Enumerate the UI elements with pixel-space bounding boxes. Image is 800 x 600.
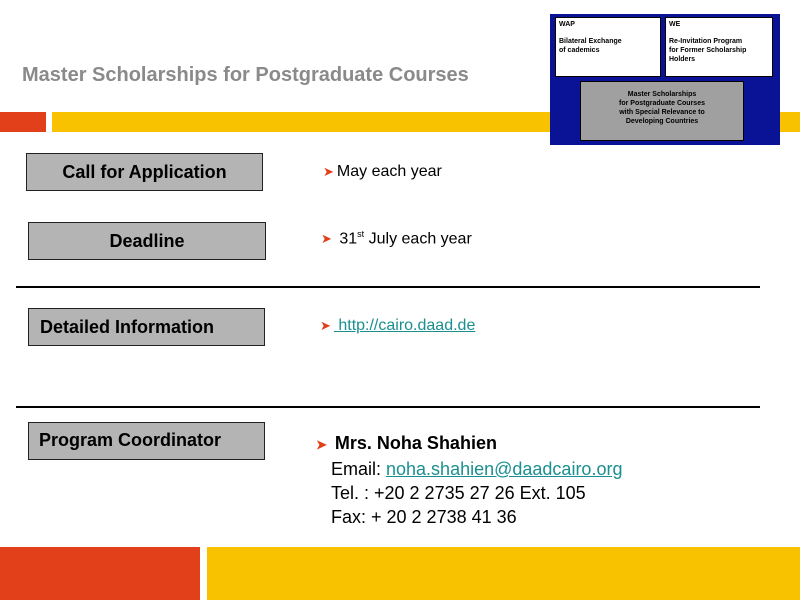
coordinator-label-text: Program Coordinator	[39, 429, 222, 450]
coordinator-fax: Fax: + 20 2 2738 41 36	[331, 507, 517, 527]
coordinator-phone: Tel. : +20 2 2735 27 26 Ext. 105	[331, 483, 586, 503]
email-link[interactable]: noha.shahien@daadcairo.org	[386, 459, 623, 479]
logo-we-line: Re-Invitation Program	[669, 38, 743, 45]
deadline-label-text: Deadline	[109, 230, 185, 251]
detailed-value	[320, 317, 475, 335]
logo-wap-title: WAP	[559, 21, 575, 28]
logo-we-line: for Former Scholarship	[669, 47, 747, 54]
footer-yellow-bar	[207, 547, 800, 600]
coordinator-name-text: Mrs. Noha Shahien	[334, 433, 497, 453]
page-title: Master Scholarships for Postgraduate Courses	[22, 64, 469, 86]
logo-box-wap	[555, 17, 661, 77]
call-label-text: Call for Application	[62, 161, 227, 182]
detailed-information-label	[28, 308, 265, 346]
coordinator-email	[331, 459, 622, 480]
website-link[interactable]: http://cairo.daad.de	[333, 317, 476, 334]
arrow-bullet-icon: ➤	[323, 164, 334, 179]
logo-master-line: with Special Relevance to	[619, 109, 705, 116]
arrow-bullet-icon: ➤	[316, 437, 327, 452]
logo-we-line: Holders	[669, 56, 696, 63]
logo-wap-line: Bilateral Exchange	[559, 38, 622, 45]
deadline-rest: July each year	[364, 230, 472, 248]
email-label: Email:	[331, 459, 387, 479]
program-logo	[550, 14, 780, 145]
arrow-bullet-icon: ➤	[320, 318, 331, 333]
section-divider	[16, 406, 760, 408]
logo-box-master	[580, 81, 744, 141]
coordinator-name	[316, 433, 497, 454]
logo-wap-line: of cademics	[559, 47, 600, 54]
arrow-bullet-icon: ➤	[321, 231, 332, 247]
deadline-day: 31	[339, 230, 358, 248]
call-value	[323, 163, 442, 181]
logo-master-line: Master Scholarships	[627, 91, 697, 98]
logo-box-we	[665, 17, 773, 77]
deadline-label	[28, 222, 266, 260]
header-red-bar	[0, 112, 46, 132]
deadline-day-suffix: st	[357, 229, 365, 239]
call-value-text: May each year	[336, 163, 442, 180]
call-for-application-label	[26, 153, 263, 191]
program-coordinator-label	[28, 422, 265, 460]
logo-master-line: Developing Countries	[625, 118, 699, 125]
deadline-value	[321, 229, 472, 248]
logo-we-title: WE	[669, 21, 681, 28]
section-divider	[16, 286, 760, 288]
detailed-label-text: Detailed Information	[40, 316, 215, 337]
footer-red-bar	[0, 547, 200, 600]
logo-master-line: for Postgraduate Courses	[619, 100, 705, 107]
